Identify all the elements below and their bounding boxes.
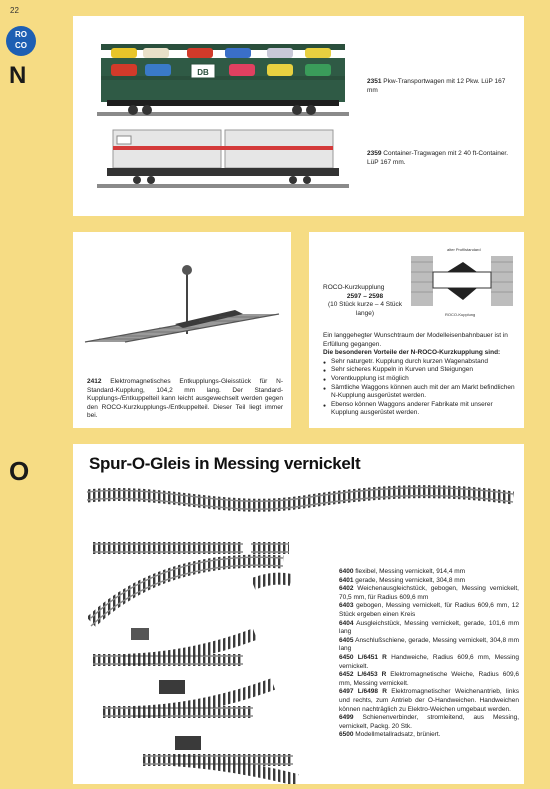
item-text: Ausgleichstück, Messing vernickelt, gerade, 101,6 mm lang bbox=[339, 619, 519, 636]
scale-letter-n: N bbox=[9, 62, 27, 89]
item-text: Weichenausgleichstück, gebogen, Messing vernickelt, 70,5 mm, für Radius 609,6 mm bbox=[339, 585, 519, 601]
item-text: Container-Tragwagen mit 2 40 ft-Container. LüP 167 mm. bbox=[367, 150, 509, 166]
advantages-heading: Die besonderen Vorteile der N-ROCO-Kurzkupplung sind: bbox=[323, 349, 501, 357]
kk-note: (10 Stück kurze – 4 Stück lange) bbox=[327, 301, 403, 317]
feature-item: ● Ebenso können Waggons anderer Fabrikate mit unserer Kupplung ausgerüstet werden. bbox=[331, 401, 519, 418]
list-item bbox=[339, 654, 519, 671]
list-item bbox=[339, 671, 519, 688]
logo-text-top: RO bbox=[15, 30, 27, 39]
scale-letter-o: O bbox=[9, 456, 30, 486]
feature-list bbox=[323, 358, 519, 418]
item-text: Schienenverbinder, stromleitend, aus Messing, vernickelt, Packg. 20 Stk. bbox=[339, 714, 519, 730]
container-wagon-image bbox=[97, 126, 349, 196]
car-transporter-image bbox=[97, 38, 349, 126]
roco-logo bbox=[6, 26, 36, 56]
item-code: 2359 bbox=[367, 150, 382, 157]
list-item bbox=[339, 585, 519, 602]
kk-title: ROCO-Kurzkupplung bbox=[323, 284, 385, 291]
list-item bbox=[339, 602, 519, 619]
item-text: Modellmetallradsatz, brüniert. bbox=[353, 731, 441, 739]
list-item bbox=[339, 568, 519, 577]
item-text: gebogen, Messing vernickelt, für Radius 609,6 mm, 12 Stück ergeben einen Kreis bbox=[339, 602, 519, 618]
kk-codes: 2597 – 2598 bbox=[346, 292, 384, 300]
page-number: 22 bbox=[10, 6, 19, 15]
short-coupling-text bbox=[323, 332, 519, 418]
item-code: 6402 bbox=[339, 585, 354, 593]
item-2412-caption bbox=[87, 378, 283, 421]
db-logo-text: DB bbox=[197, 68, 209, 77]
diagram-label: alter Profilstandard bbox=[447, 247, 481, 252]
diagram-sublabel: ROCO-Kupplung bbox=[445, 312, 476, 317]
uncoupling-track-panel bbox=[73, 232, 291, 428]
item-text: Elektromagnetischer Weichenantrieb, links und rechts, zum Antrieb der O-Handweichen. Handweichen können nachträglich zu Elektro-Weichen umgebaut werden. bbox=[339, 688, 519, 713]
item-code: 6404 bbox=[339, 619, 354, 627]
item-code: 2351 bbox=[367, 78, 382, 85]
short-coupling-panel bbox=[309, 232, 524, 428]
item-code: 6400 bbox=[339, 568, 354, 575]
item-text: Anschlußschiene, gerade, Messing vernickelt, 304,8 mm lang bbox=[339, 636, 519, 653]
top-panel bbox=[73, 16, 524, 216]
kurzkupplung-label bbox=[323, 284, 407, 318]
o-gauge-panel bbox=[73, 444, 524, 784]
item-code: 6452 L/6453 R bbox=[339, 671, 387, 679]
item-text: flexibel, Messing vernickelt, 914,4 mm bbox=[353, 568, 466, 575]
item-code: 2412 bbox=[87, 378, 102, 385]
feature-item: ● Sämtliche Waggons können auch mit der am Markt befindlichen N-Kupplung ausgerüstet werden. bbox=[331, 384, 519, 401]
item-code: 6403 bbox=[339, 602, 354, 610]
item-code: 6450 L/6451 R bbox=[339, 653, 387, 661]
item-text: Elektromagnetische Weiche, Radius 609,6 mm, Messing vernickelt. bbox=[339, 671, 519, 687]
item-text: Handweiche, Radius 609,6 mm, Messing vernickelt. bbox=[339, 653, 519, 670]
uncoupling-track-image bbox=[79, 262, 285, 352]
item-code: 6499 bbox=[339, 714, 354, 722]
feature-item: ● Vorentkupplung ist möglich bbox=[331, 375, 519, 384]
list-item bbox=[339, 620, 519, 637]
item-code: 6405 bbox=[339, 636, 354, 644]
item-code: 6497 L/6498 R bbox=[339, 688, 387, 696]
section-title: Spur-O-Gleis in Messing vernickelt bbox=[89, 454, 361, 473]
intro-text: Ein langgehegter Wunschtraum der Modelleisenbahnbauer ist in Erfüllung gegangen. bbox=[323, 332, 508, 348]
list-item bbox=[339, 637, 519, 654]
item-2359-caption bbox=[367, 150, 517, 167]
item-text: Pkw-Transportwagen mit 12 Pkw. LüP 167 mm bbox=[367, 78, 506, 94]
item-text: gerade, Messing vernickelt, 304,8 mm bbox=[353, 576, 466, 584]
o-gauge-item-list bbox=[339, 568, 519, 740]
item-2351-caption bbox=[367, 78, 517, 95]
logo-text-bottom: CO bbox=[15, 41, 27, 50]
item-text: Elektromagnetisches Entkupplungs-Gleisstück für N-Standard-Kupplung, 104,2 mm lang. Der Standard-Kupplungs-/Entkuppelteil kann leicht ausgewechselt werden gegen den ROCO-Kurzkupplungs-/Entkuppelteil. Dieser Teil liegt immer bei. bbox=[87, 378, 283, 420]
list-item bbox=[339, 577, 519, 586]
item-code: 6500 bbox=[339, 731, 354, 739]
coupling-diagram bbox=[407, 242, 517, 324]
feature-item: ● Sehr sicheres Kuppeln in Kurven und Steigungen bbox=[331, 366, 519, 375]
item-code: 6401 bbox=[339, 576, 354, 584]
feature-item: ● Sehr naturgetr. Kupplung durch kurzen Wagenabstand bbox=[331, 358, 519, 367]
list-item bbox=[339, 731, 519, 740]
list-item bbox=[339, 714, 519, 731]
list-item bbox=[339, 688, 519, 714]
